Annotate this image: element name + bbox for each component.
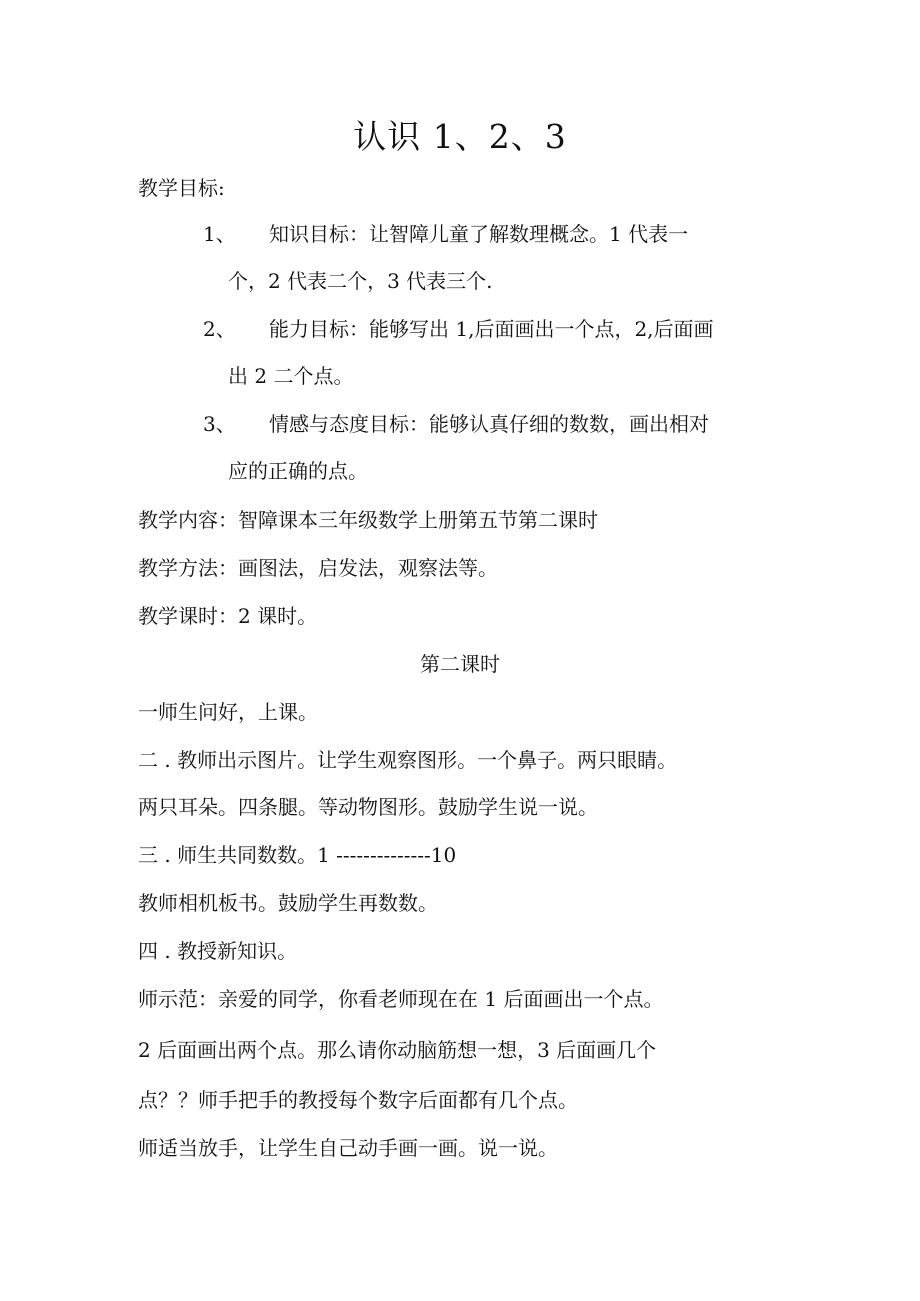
goal-number: 2、 [203, 317, 236, 341]
step-line: 二 . 教师出示图片。让学生观察图形。一个鼻子。两只眼睛。 [138, 748, 678, 772]
step-line: 两只耳朵。四条腿。等动物图形。鼓励学生说一说。 [138, 795, 598, 819]
goal-item-2-continuation: 出 2 二个点。 [228, 364, 354, 388]
goal-text: 能力目标：能够写出 1,后面画出一个点，2,后面画 [269, 317, 714, 341]
goal-number: 3、 [203, 412, 236, 436]
step-line: 四 . 教授新知识。 [138, 939, 298, 963]
step-line: 师适当放手，让学生自己动手画一画。说一说。 [138, 1136, 558, 1160]
goal-text: 情感与态度目标：能够认真仔细的数数，画出相对 [269, 412, 709, 436]
goals-heading: 教学目标: [138, 176, 225, 200]
step-line: 2 后面画出两个点。那么请你动脑筋想一想，3 后面画几个 [138, 1038, 657, 1062]
document-title: 认识 1、2、3 [353, 117, 567, 156]
step-line: 一师生问好，上课。 [138, 700, 318, 724]
goal-number: 1、 [203, 222, 236, 246]
goal-item-2 [203, 314, 714, 344]
goal-item-3-continuation: 应的正确的点。 [228, 459, 368, 483]
goal-item-1 [203, 219, 688, 249]
step-line: 教师相机板书。鼓励学生再数数。 [138, 891, 438, 915]
goal-item-3 [203, 409, 709, 439]
goal-item-1-continuation: 个，2 代表二个，3 代表三个. [228, 269, 493, 293]
step-line: 师示范：亲爱的同学，你看老师现在在 1 后面画出一个点。 [138, 987, 664, 1011]
teaching-hours: 教学课时：2 课时。 [138, 604, 318, 628]
step-line: 点？？师手把手的教授每个数字后面都有几个点。 [138, 1088, 578, 1112]
goal-text: 知识目标：让智障儿童了解数理概念。1 代表一 [269, 222, 689, 246]
teaching-content: 教学内容：智障课本三年级数学上册第五节第二课时 [138, 508, 598, 532]
teaching-method: 教学方法：画图法，启发法，观察法等。 [138, 556, 498, 580]
section-title: 第二课时 [420, 652, 500, 676]
step-line: 三 . 师生共同数数。1 --------------10 [138, 843, 457, 867]
